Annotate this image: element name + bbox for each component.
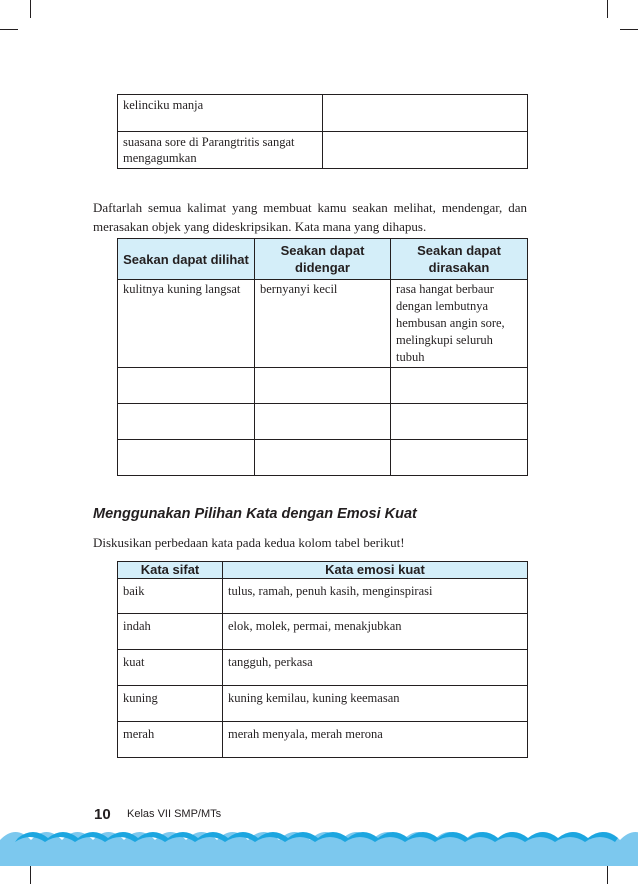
crop-mark xyxy=(0,29,18,30)
description-table xyxy=(117,94,528,169)
answer-cell[interactable] xyxy=(118,440,255,476)
table-cell: kuning xyxy=(118,686,223,722)
answer-cell[interactable] xyxy=(391,440,528,476)
table-row xyxy=(118,95,528,132)
instruction-text: Diskusikan perbedaan kata pada kedua kolom tabel berikut! xyxy=(93,535,405,550)
table-row xyxy=(118,686,528,722)
table-cell: bernyanyi kecil xyxy=(255,280,391,368)
header-strong-emotion: Kata emosi kuat xyxy=(223,562,528,579)
crop-mark xyxy=(30,866,31,884)
table-row xyxy=(118,579,528,614)
header-adjective: Kata sifat xyxy=(118,562,223,579)
answer-cell[interactable] xyxy=(118,404,255,440)
table-cell: elok, molek, permai, menakjubkan xyxy=(223,614,528,650)
table-cell: merah xyxy=(118,722,223,758)
table-cell: kelinciku manja xyxy=(118,95,323,132)
book-title: Kelas VII SMP/MTs xyxy=(127,808,222,820)
table-row xyxy=(118,280,528,368)
header-seen: Seakan dapat dilihat xyxy=(118,239,255,280)
table-cell: kulitnya kuning langsat xyxy=(118,280,255,368)
answer-cell[interactable] xyxy=(391,404,528,440)
answer-cell[interactable] xyxy=(323,132,528,169)
table-cell: baik xyxy=(118,579,223,614)
wave-decoration xyxy=(0,824,638,866)
crop-mark xyxy=(620,29,638,30)
section-heading: Menggunakan Pilihan Kata dengan Emosi Kuat xyxy=(93,506,417,522)
page-number: 10 xyxy=(94,806,111,823)
answer-cell[interactable] xyxy=(391,368,528,404)
crop-mark xyxy=(607,0,608,18)
answer-cell[interactable] xyxy=(118,368,255,404)
table-cell: rasa hangat berbaur dengan lembutnya hembusan angin sore, melingkupi seluruh tubuh xyxy=(391,280,528,368)
header-felt: Seakan dapat dirasakan xyxy=(391,239,528,280)
table-row xyxy=(118,132,528,169)
instruction-paragraph: Daftarlah semua kalimat yang membuat kamu seakan melihat, mendengar, dan merasakan objek yang dideskripsikan. Kata mana yang dihapus. xyxy=(93,200,527,234)
answer-cell[interactable] xyxy=(255,440,391,476)
table-cell: kuning kemilau, kuning keemasan xyxy=(223,686,528,722)
table-cell: tangguh, perkasa xyxy=(223,650,528,686)
table-cell: kuat xyxy=(118,650,223,686)
table-header-row xyxy=(118,562,528,579)
table-cell: merah menyala, merah merona xyxy=(223,722,528,758)
table-row xyxy=(118,650,528,686)
table-row xyxy=(118,368,528,404)
table-row xyxy=(118,440,528,476)
table-header-row xyxy=(118,239,528,280)
table-cell: tulus, ramah, penuh kasih, menginspirasi xyxy=(223,579,528,614)
crop-mark xyxy=(607,866,608,884)
answer-cell[interactable] xyxy=(255,368,391,404)
header-heard: Seakan dapat didengar xyxy=(255,239,391,280)
answer-cell[interactable] xyxy=(255,404,391,440)
table-row xyxy=(118,722,528,758)
senses-table xyxy=(117,238,528,476)
answer-cell[interactable] xyxy=(323,95,528,132)
table-row xyxy=(118,404,528,440)
crop-mark xyxy=(30,0,31,18)
table-row xyxy=(118,614,528,650)
emotion-words-table xyxy=(117,561,528,758)
table-cell: suasana sore di Parangtritis sangat mengagumkan xyxy=(118,132,323,169)
table-cell: indah xyxy=(118,614,223,650)
